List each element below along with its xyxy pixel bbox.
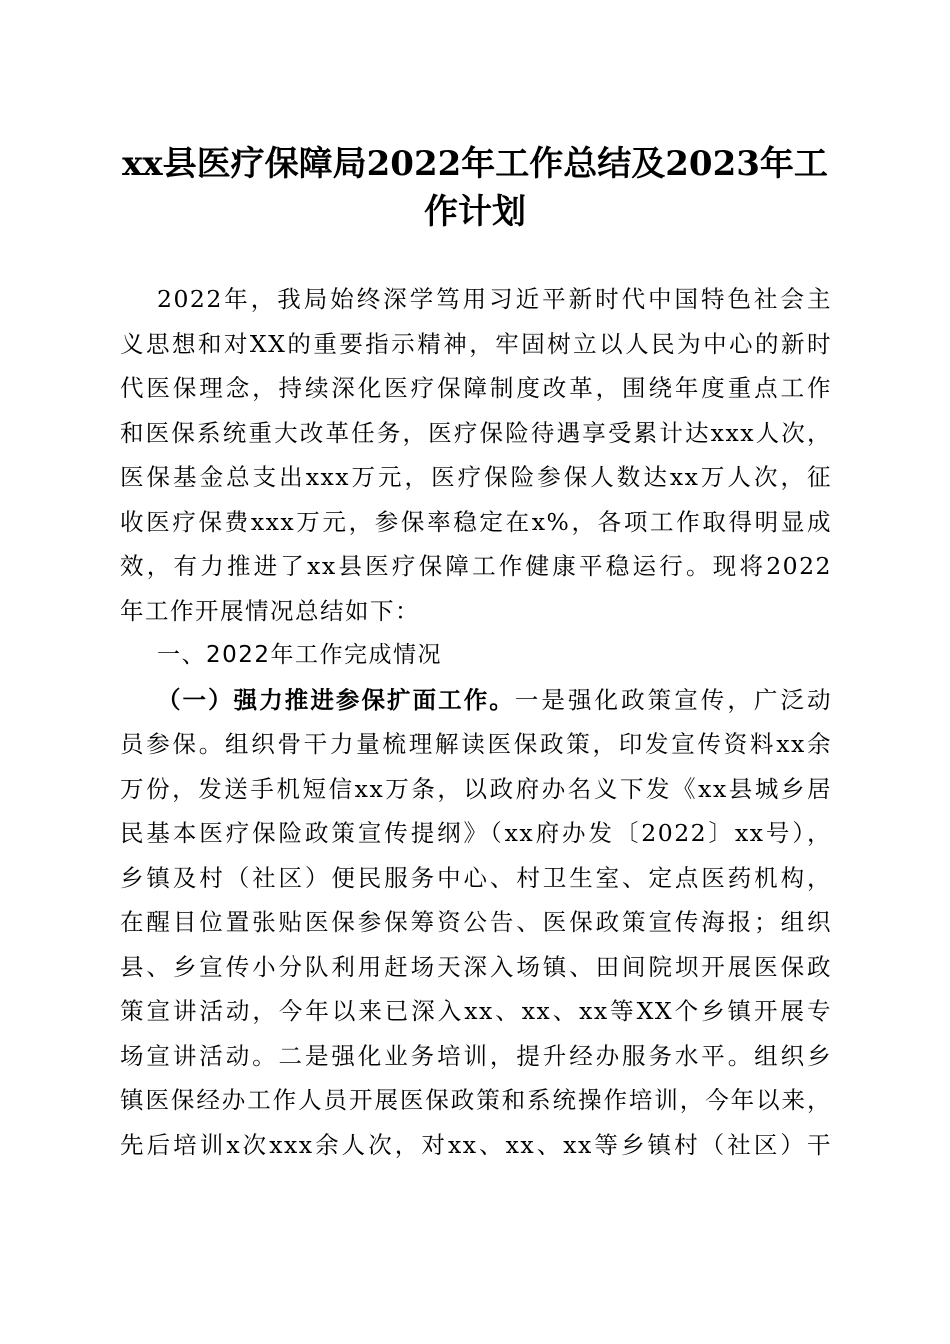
body-line: 先后培训x次xxx余人次，对xx、xx、xx等乡镇村（社区）干 [120,1130,832,1159]
body-line: 医保基金总支出xxx万元，医疗保险参保人数达xx万人次，征 [120,463,832,491]
body-line: 2022年，我局始终深学笃用习近平新时代中国特色社会主 [157,285,832,313]
document-title [100,140,850,236]
section-heading: 一、2022年工作完成情况 [157,642,443,668]
subsection-first-line [120,678,832,723]
body-line: 义思想和对XX的重要指示精神，牢固树立以人民为中心的新时 [120,329,832,358]
body-line: 收医疗保费xxx万元，参保率稳定在x%，各项工作取得明显成 [120,507,832,536]
body-line: 场宣讲活动。二是强化业务培训，提升经办服务水平。组织乡 [120,1041,832,1070]
title-line-1: xx县医疗保障局2022年工作总结及2023年工 [122,144,828,184]
body-line: 在醒目位置张贴医保参保筹资公告、医保政策宣传海报；组织 [120,908,832,936]
body-line: 年工作开展情况总结如下： [120,596,420,625]
body-line: 县、乡宣传小分队利用赶场天深入场镇、田间院坝开展医保政 [120,952,832,981]
body-line: 镇医保经办工作人员开展医保政策和系统操作培训，今年以来， [120,1086,832,1114]
body-line: 民基本医疗保险政策宣传提纲》（xx府办发〔2022〕xx号）， [120,819,832,847]
body-line: 效，有力推进了xx县医疗保障工作健康平稳运行。现将2022 [120,552,832,580]
subsection-lead: （一）强力推进参保扩面工作。 [157,685,515,714]
title-line-2: 作计划 [424,192,526,232]
document-body [120,277,832,1167]
body-line: 乡镇及村（社区）便民服务中心、村卫生室、定点医药机构， [120,863,832,892]
body-line: 员参保。组织骨干力量梳理解读医保政策，印发宣传资料xx余 [120,730,832,758]
body-line: 策宣讲活动，今年以来已深入xx、xx、xx等XX个乡镇开展专 [120,997,832,1025]
subsection-lead-rest: 一是强化政策宣传，广泛动 [514,685,833,714]
body-line: 万份，发送手机短信xx万条，以政府办名义下发《xx县城乡居 [120,774,832,803]
body-line: 代医保理念，持续深化医疗保障制度改革，围绕年度重点工作 [120,374,832,402]
body-line: 和医保系统重大改革任务，医疗保险待遇享受累计达xxx人次， [120,418,832,447]
